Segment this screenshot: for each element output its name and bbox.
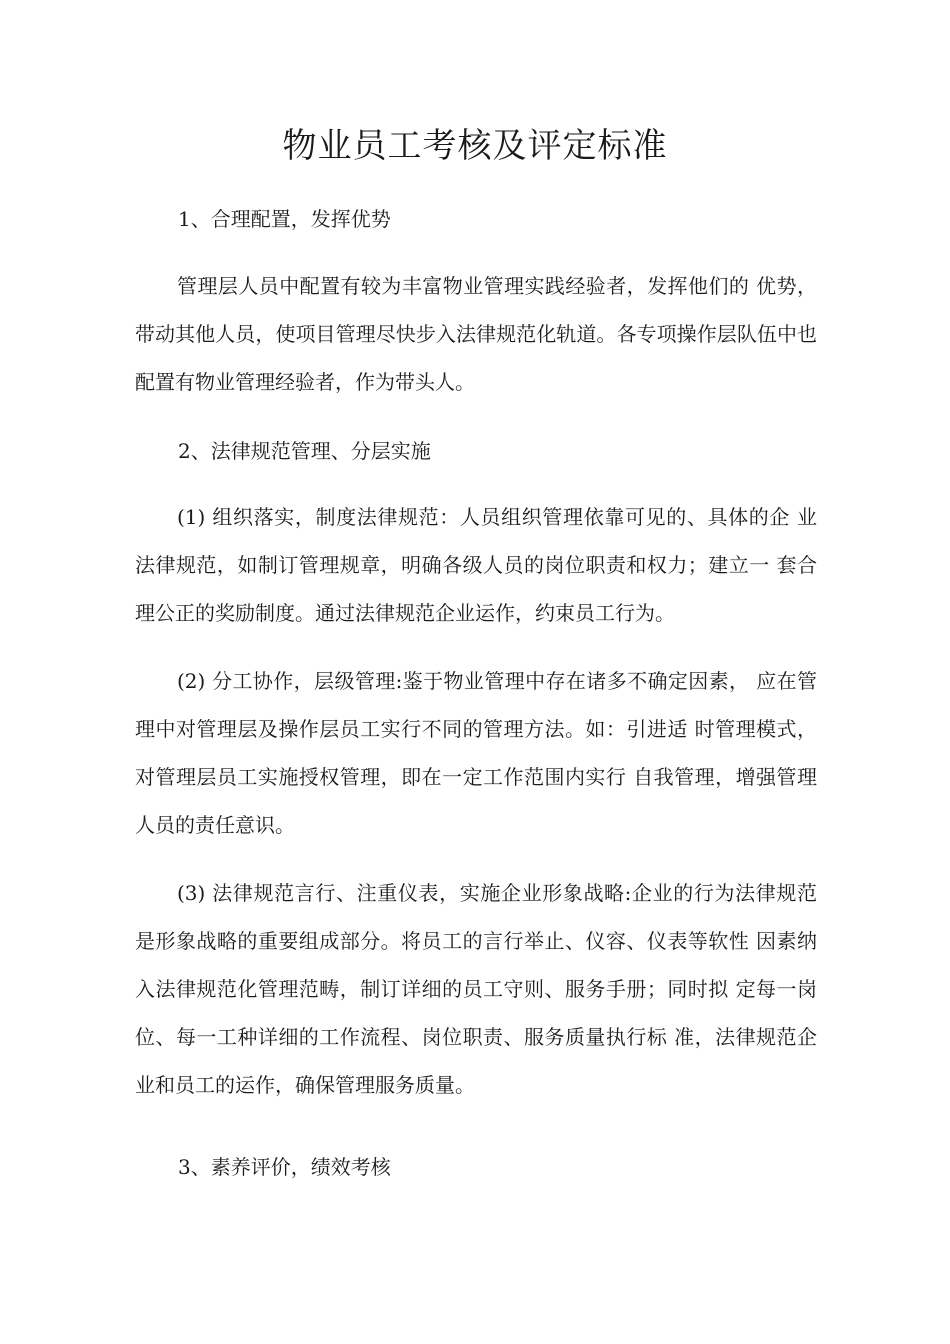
section-heading-3: 3、素养评价，绩效考核 (178, 1155, 391, 1179)
section-heading-1: 1、合理配置，发挥优势 (178, 207, 391, 231)
section-heading-2: 2、法律规范管理、分层实施 (178, 439, 431, 463)
page-title: 物业员工考核及评定标准 (282, 126, 668, 166)
section-1-paragraph-1: 管理层人员中配置有较为丰富物业管理实践经验者，发挥他们的 优势，带动其他人员，使项目管理尽快步入法律规范化轨道。各专项操作层队伍中也配置有物业管理经验者，作为带头人。 (135, 274, 817, 394)
section-2-paragraph-1: (1) 组织落实，制度法律规范：人员组织管理依靠可见的、具体的企 业法律规范，如制订管理规章，明确各级人员的岗位职责和权力；建立一 套合理公正的奖励制度。通过法律规范企业运作，约束员工行为。 (135, 505, 817, 625)
section-2-paragraph-2: (2) 分工协作，层级管理:鉴于物业管理中存在诸多不确定因素， 应在管理中对管理层及操作层员工实行不同的管理方法。如：引进适 时管理模式，对管理层员工实施授权管理，即在一定工作范围内实行 自我管理，增强管理人员的责任意识。 (135, 669, 817, 837)
section-2-paragraph-3: (3) 法律规范言行、注重仪表，实施企业形象战略:企业的行为法律规范 是形象战略的重要组成部分。将员工的言行举止、仪容、仪表等软性 因素纳入法律规范化管理范畴，制订详细的员工守则、服务手册；同时拟 定每一岗位、每一工种详细的工作流程、岗位职责、服务质量执行标 准，法律规范企业和员工的运作，确保管理服务质量。 (135, 881, 817, 1097)
